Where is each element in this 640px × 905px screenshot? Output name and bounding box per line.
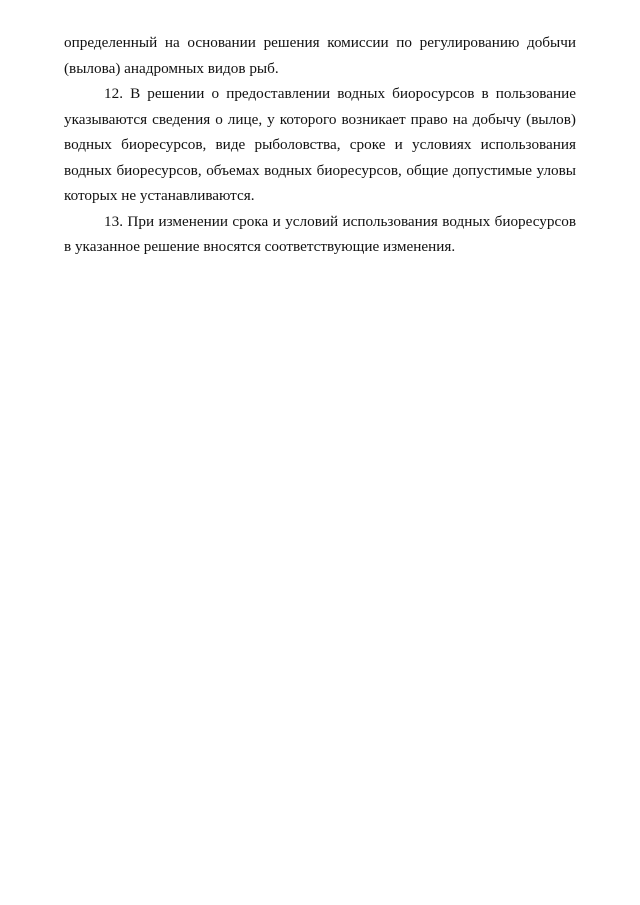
text-line: водных биоресурсов, объемах водных биоресурсов, общие допустимые уловы (64, 161, 576, 179)
text-line: в указанное решение вносятся соответствующие изменения. (64, 238, 456, 255)
text-line: 13. При изменении срока и условий использования водных биоресурсов (104, 212, 576, 230)
text-line: которых не устанавливаются. (64, 187, 255, 204)
text-line: водных биоресурсов, виде рыболовства, сроке и условиях использования (64, 136, 576, 153)
paragraph-continuation (64, 30, 576, 81)
document-body (64, 30, 576, 260)
paragraph-12 (64, 81, 576, 209)
text-line: 12. В решении о предоставлении водных биоросурсов в пользование (104, 85, 576, 102)
paragraph-13 (64, 209, 576, 260)
text-line: указываются сведения о лице, у которого возникает право на добычу (вылов) (64, 110, 576, 128)
text-line: определенный на основании решения комиссии по регулированию добычи (64, 34, 576, 51)
text-line: (вылова) анадромных видов рыб. (64, 59, 279, 77)
